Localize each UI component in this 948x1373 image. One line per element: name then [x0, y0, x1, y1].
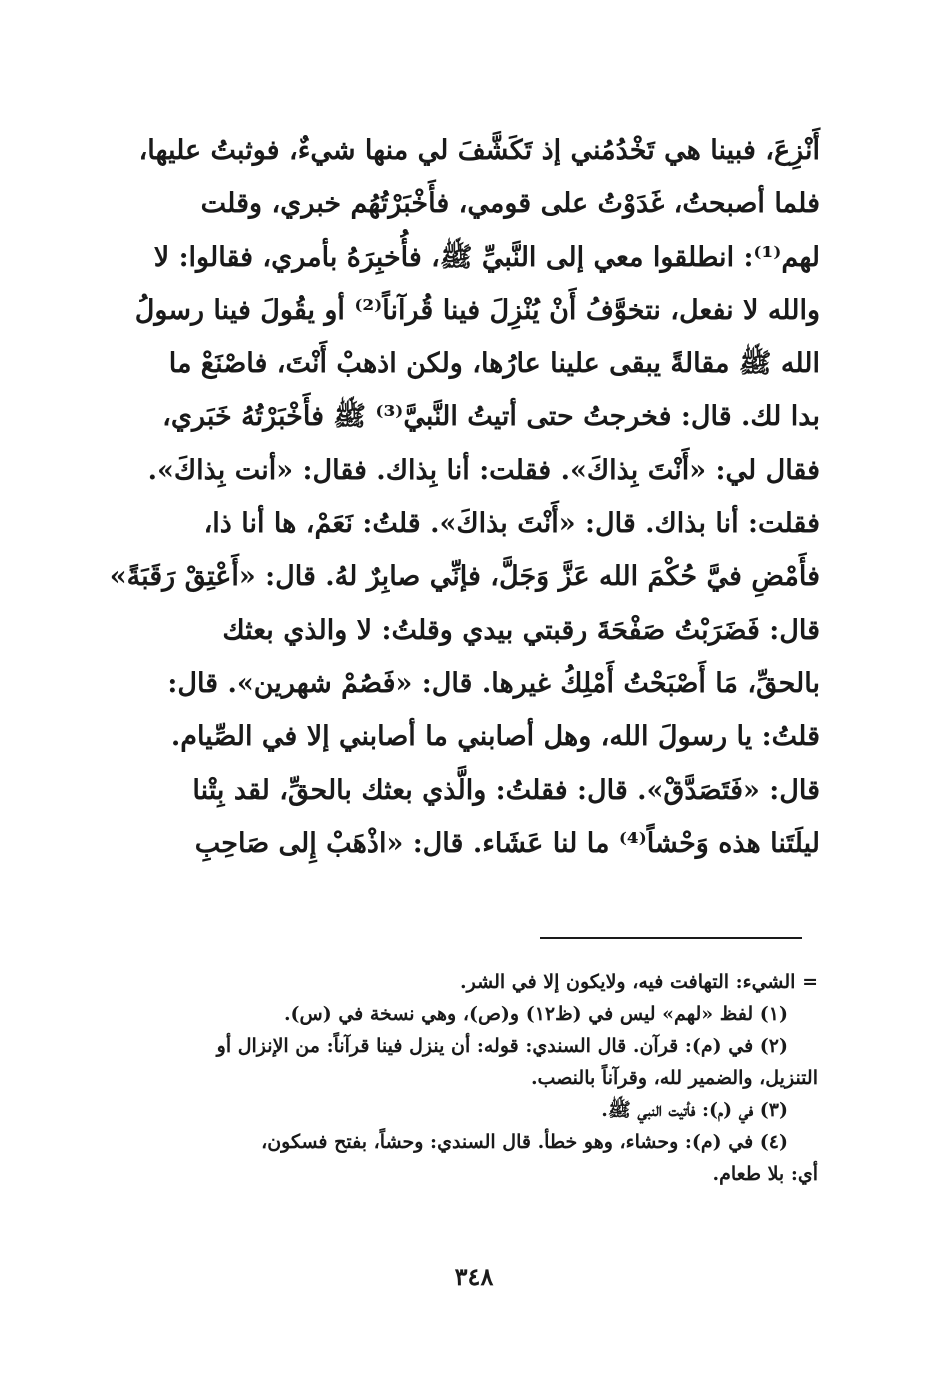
footnote-line: أي: بلا طعام.: [712, 1163, 818, 1185]
footnote-divider: [540, 937, 802, 939]
footnote-line: (٢) في (م): قرآن. قال السندي: قوله: أن ينزل فينا قرآناً: من الإنزال أو: [216, 1035, 788, 1057]
text-line: فقال لي: «أَنْتَ بِذاكَ». فقلت: أنا بِذاك. فقال: «أنت بِذاكَ».: [147, 454, 820, 486]
text-line: بالحقِّ، مَا أَصْبَحْتُ أَمْلِكُ غيرها. قال: «فَصُمْ شهرين». قال:: [167, 667, 820, 699]
page-number: ٣٤٨: [454, 1262, 494, 1291]
text-line: فلما أصبحتُ، غَدَوْتُ على قومي، فأَخْبَرْتُهُم خبري، وقلت: [200, 188, 820, 220]
text-line: فقلت: أنا بذاك. قال: «أَنْتَ بذاكَ». قلتُ: نَعَمْ، ها أنا ذا،: [203, 508, 820, 540]
footnote-line: = الشيء: التهافت فيه، ولايكون إلا في الشر.: [460, 971, 818, 993]
text-line: أَنْزِعَ، فبينا هي تَخْدُمُني إذ تَكَشَّفَ لي منها شيءٌ، فوثبتُ عليها،: [138, 135, 820, 166]
footnotes: [100, 966, 818, 1190]
footnote-line: (٤) في (م): وحشاء، وهو خطأ. قال السندي: وحشاً، بفتح فسكون،: [261, 1131, 788, 1153]
footnote-line: التنزيل، والضمير لله، وقرآناً بالنصب.: [530, 1067, 818, 1089]
text-line: قال: فَضَرَبْتُ صَفْحَةَ رقبتي بيدي وقلتُ: لا والذي بعثك: [222, 614, 820, 646]
text-line: قال: «فَتَصَدَّقْ». قال: فقلتُ: والَّذي بعثك بالحقِّ، لقد بِتْنا: [192, 774, 820, 806]
text-line: قلتُ: يا رسولَ الله، وهل أصابني ما أصابني إلا في الصِّيام.: [170, 721, 820, 753]
text-line: ليلَتَنا هذه وَحْشاً⁽⁴⁾ ما لنا عَشَاء. قال: «اذْهَبْ إِلى صَاحِبِ: [194, 827, 820, 859]
text-line: فأَمْضِ فيَّ حُكْمَ الله عَزَّ وَجَلَّ، فإنِّي صابِرٌ لهُ. قال: «أَعْتِقْ رَقَبَةً»: [109, 561, 820, 593]
text-line: بدا لك. قال: فخرجتُ حتى أتيتُ النَّبيَّ⁽³⁾ ﷺ فأَخْبَرْتُهُ خَبَري،: [162, 401, 820, 433]
text-line: الله ﷺ مقالةً يبقى علينا عارُها، ولكن اذهبْ أَنْتَ، فاصْنَعْ ما: [168, 348, 820, 380]
footnote-line: (٣) في (م): فأتيت النبي ﷺ.: [601, 1099, 788, 1121]
text-line: والله لا نفعل، نتخوَّفُ أَنْ يُنْزِلَ فينا قُرآناً⁽²⁾ أو يقُولَ فينا رسولُ: [134, 294, 820, 326]
main-text: [100, 124, 820, 870]
footnote-line: (١) لفظ «لهم» ليس في (ظ١٢) و(ص)، وهي نسخة في (س).: [283, 1003, 788, 1025]
text-line: لهم⁽¹⁾: انطلقوا معي إلى النَّبيِّ ﷺ، فأُخبِرَهُ بأمري، فقالوا: لا: [153, 241, 820, 273]
